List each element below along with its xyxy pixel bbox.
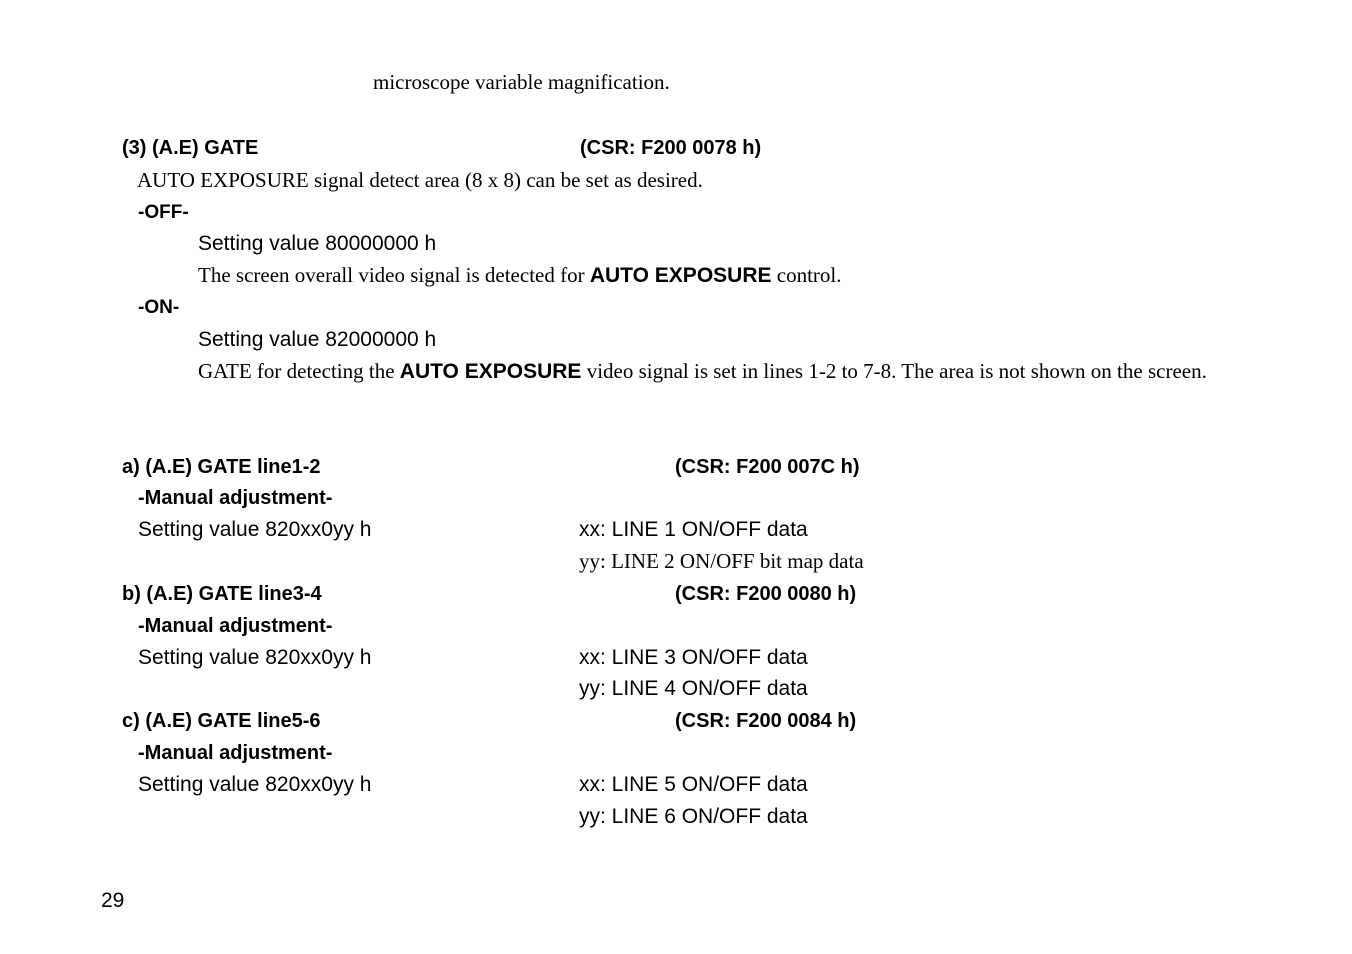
subsection-a-csr: (CSR: F200 007C h) xyxy=(675,456,860,478)
subsection-a-title: a) (A.E) GATE line1-2 xyxy=(122,456,321,478)
section-title: (3) (A.E) GATE xyxy=(122,137,259,159)
on-setting: Setting value 82000000 h xyxy=(198,328,437,351)
subsection-a-mode: -Manual adjustment- xyxy=(138,487,333,509)
subsection-b-title: b) (A.E) GATE line3-4 xyxy=(122,583,322,605)
subsection-b-mode: -Manual adjustment- xyxy=(138,615,333,637)
off-setting: Setting value 80000000 h xyxy=(198,232,437,255)
subsection-c-mode: -Manual adjustment- xyxy=(138,742,333,764)
subsection-c-csr: (CSR: F200 0084 h) xyxy=(675,710,857,732)
subsection-b-yy: yy: LINE 4 ON/OFF data xyxy=(579,677,808,700)
subsection-a-xx: xx: LINE 1 ON/OFF data xyxy=(579,518,808,541)
on-text-after: video signal is set in lines 1-2 to 7-8. The area is not shown on the screen. xyxy=(581,359,1207,383)
off-text-after: control. xyxy=(771,263,842,287)
subsection-b-xx: xx: LINE 3 ON/OFF data xyxy=(579,646,808,669)
on-text-before: GATE for detecting the xyxy=(198,359,400,383)
subsection-a-yy: yy: LINE 2 ON/OFF bit map data xyxy=(579,549,864,573)
on-text-bold: AUTO EXPOSURE xyxy=(399,360,582,383)
off-text-bold: AUTO EXPOSURE xyxy=(589,264,772,287)
off-label: -OFF- xyxy=(138,202,189,223)
subsection-b-csr: (CSR: F200 0080 h) xyxy=(675,583,857,605)
on-label: -ON- xyxy=(138,297,180,318)
on-text xyxy=(198,355,1288,388)
subsection-c-yy: yy: LINE 6 ON/OFF data xyxy=(579,805,808,828)
page-number: 29 xyxy=(101,889,125,912)
off-text xyxy=(198,263,841,288)
subsection-b-setting: Setting value 820xx0yy h xyxy=(138,646,372,669)
subsection-c-title: c) (A.E) GATE line5-6 xyxy=(122,710,321,732)
intro-line: microscope variable magnification. xyxy=(373,70,670,94)
off-text-before: The screen overall video signal is detected for xyxy=(198,263,590,287)
subsection-c-xx: xx: LINE 5 ON/OFF data xyxy=(579,773,808,796)
section-description: AUTO EXPOSURE signal detect area (8 x 8) can be set as desired. xyxy=(137,168,703,192)
subsection-c-setting: Setting value 820xx0yy h xyxy=(138,773,372,796)
section-csr: (CSR: F200 0078 h) xyxy=(580,137,762,159)
subsection-a-setting: Setting value 820xx0yy h xyxy=(138,518,372,541)
